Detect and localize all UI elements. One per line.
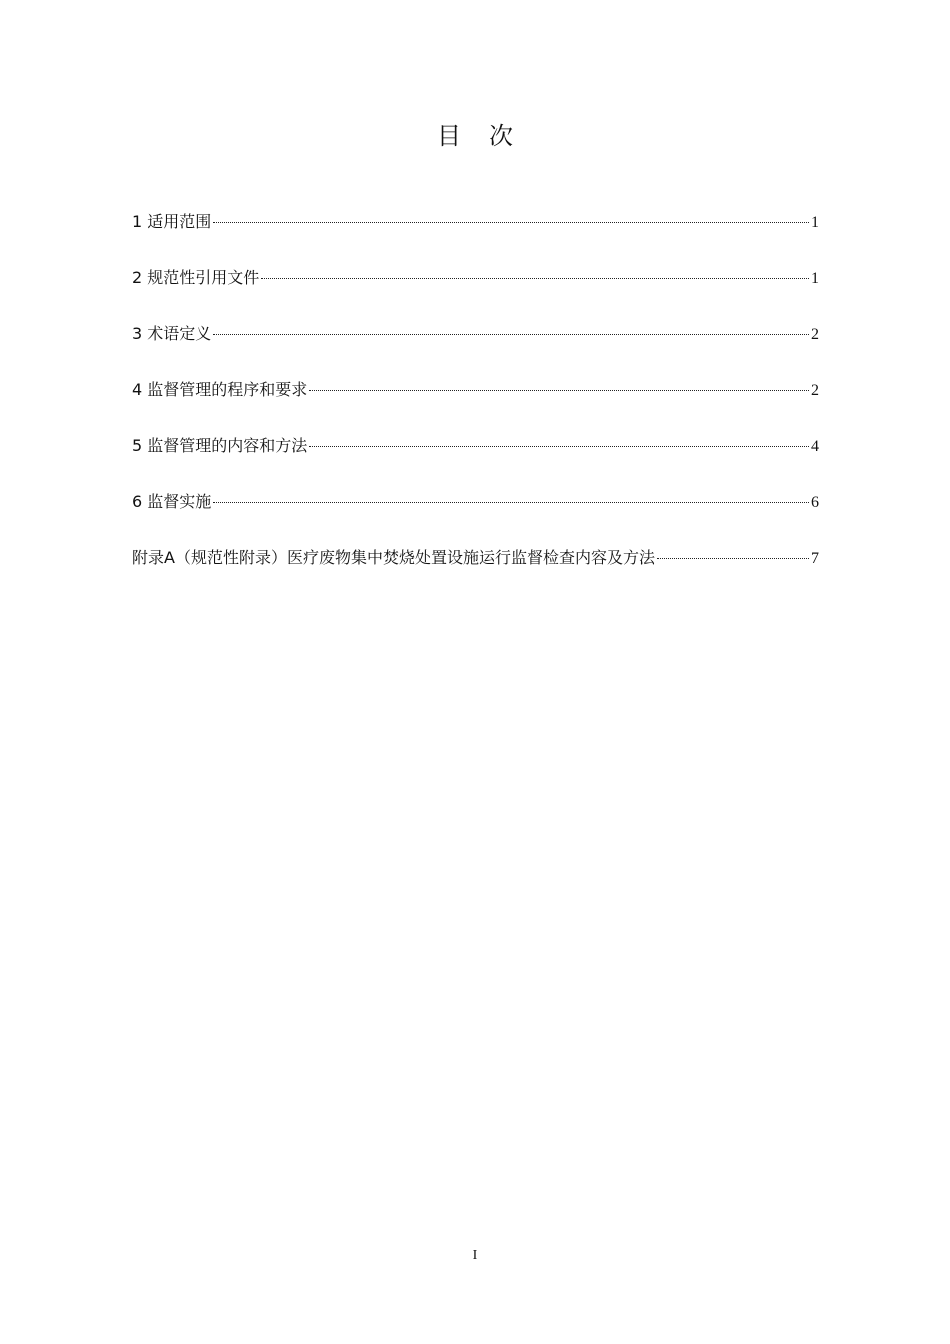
toc-entry-label: 6 监督实施 xyxy=(132,492,212,511)
toc-entry-procedures[interactable] xyxy=(132,376,819,432)
toc-entry-appendix-a[interactable] xyxy=(132,544,819,600)
page-title: 目次 xyxy=(437,122,541,150)
toc-dot-leader xyxy=(213,334,809,335)
toc-entry-page: 7 xyxy=(811,550,819,567)
toc-dot-leader xyxy=(309,390,809,391)
toc-entry-definitions[interactable] xyxy=(132,320,819,376)
toc-entry-content-methods[interactable] xyxy=(132,432,819,488)
toc-entry-label: 2 规范性引用文件 xyxy=(132,268,260,287)
page-number: I xyxy=(472,1248,478,1263)
toc-entry-page: 6 xyxy=(811,494,819,511)
toc-entry-page: 2 xyxy=(811,326,819,343)
toc-entry-label: 4 监督管理的程序和要求 xyxy=(132,380,308,399)
toc-dot-leader xyxy=(213,502,809,503)
toc-entry-page: 1 xyxy=(811,214,819,231)
toc-entry-label: 附录A（规范性附录）医疗废物集中焚烧处置设施运行监督检查内容及方法 xyxy=(132,548,655,567)
toc-entry-label: 1 适用范围 xyxy=(132,212,212,231)
table-of-contents xyxy=(132,208,819,600)
toc-dot-leader xyxy=(657,558,809,559)
toc-dot-leader xyxy=(213,222,809,223)
toc-dot-leader xyxy=(261,278,809,279)
toc-entry-page: 4 xyxy=(811,438,819,455)
toc-entry-normative-references[interactable] xyxy=(132,264,819,320)
toc-entry-page: 2 xyxy=(811,382,819,399)
toc-entry-scope[interactable] xyxy=(132,208,819,264)
toc-entry-page: 1 xyxy=(811,270,819,287)
toc-entry-label: 5 监督管理的内容和方法 xyxy=(132,436,308,455)
toc-dot-leader xyxy=(309,446,809,447)
toc-entry-label: 3 术语定义 xyxy=(132,324,212,343)
toc-entry-implementation[interactable] xyxy=(132,488,819,544)
